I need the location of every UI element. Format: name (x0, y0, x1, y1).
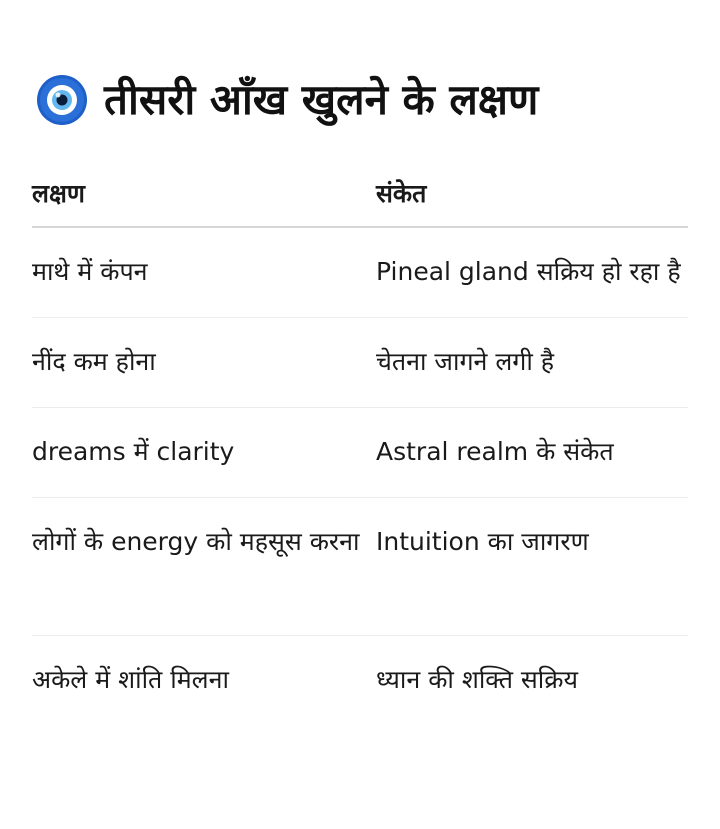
table-row (32, 636, 688, 726)
table-row (32, 228, 688, 318)
table-row (32, 318, 688, 408)
symptom-cell: अकेले में शांति मिलना (32, 665, 229, 694)
sign-cell: चेतना जागने लगी है (376, 347, 555, 376)
page-title: तीसरी आँख खुलने के लक्षण (104, 75, 539, 124)
table-row (32, 408, 688, 498)
symptom-cell: dreams में clarity (32, 437, 235, 466)
symptoms-table (32, 160, 688, 726)
symptom-cell: माथे में कंपन (32, 257, 148, 286)
sign-cell: Pineal gland सक्रिय हो रहा है (376, 257, 681, 286)
column-header-sign: संकेत (376, 179, 427, 208)
sign-cell: Astral realm के संकेत (376, 437, 614, 466)
sign-cell: Intuition का जागरण (376, 527, 589, 556)
symptom-cell: लोगों के energy को महसूस करना (32, 527, 360, 556)
nazar-evil-eye-icon (36, 74, 88, 126)
table-row (32, 498, 688, 636)
page-title-row (36, 70, 538, 130)
sign-cell: ध्यान की शक्ति सक्रिय (376, 665, 578, 694)
symptom-cell: नींद कम होना (32, 347, 156, 376)
column-header-symptom: लक्षण (32, 179, 85, 208)
table-header (32, 160, 688, 228)
